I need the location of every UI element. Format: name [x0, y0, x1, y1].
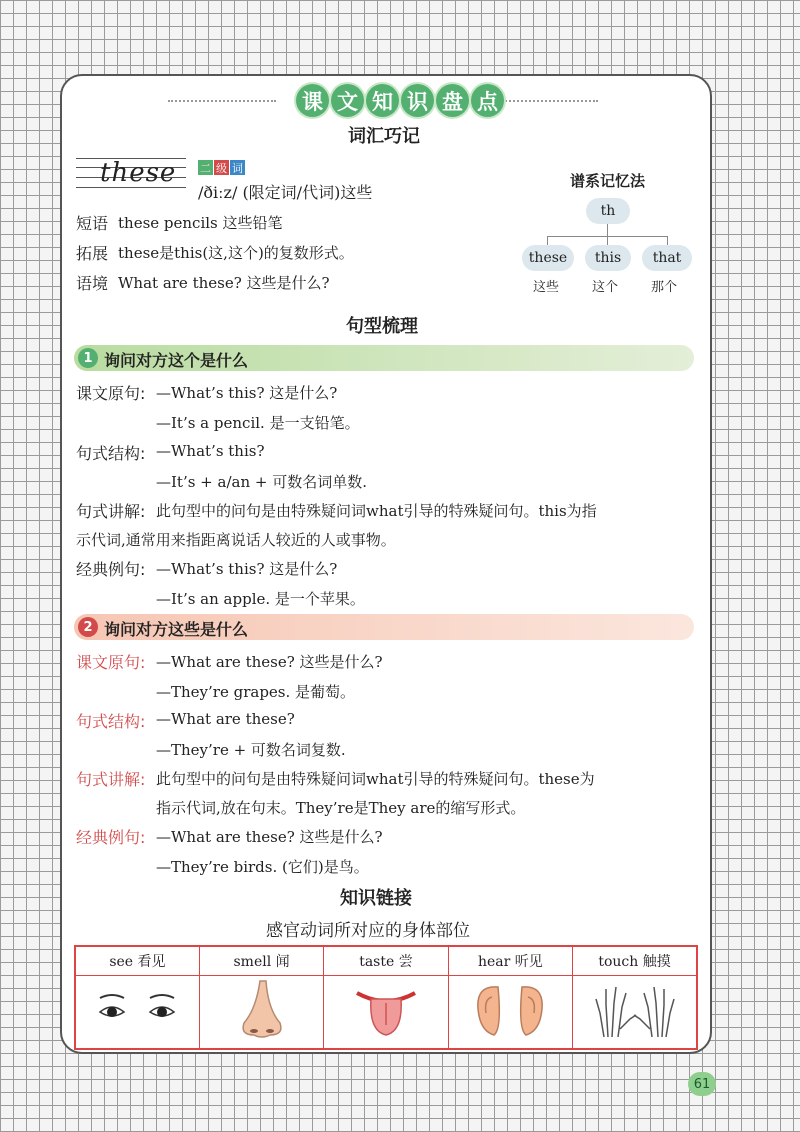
item-label: 句式讲解:	[76, 770, 146, 789]
level-badge-3: 词	[232, 161, 243, 175]
item-line: —It’s + a/an + 可数名词单数.	[156, 473, 367, 491]
sense-header: see 看见	[75, 946, 199, 976]
tree-leaf-meaning: 这个	[592, 280, 619, 295]
item-line: 此句型中的问句是由特殊疑问词what引导的特殊疑问句。this为指	[156, 502, 597, 520]
sense-header: touch 触摸	[573, 946, 697, 976]
ears-icon	[448, 976, 572, 1050]
item-line: —They’re + 可数名词复数.	[156, 741, 346, 759]
banner-char: 点	[471, 84, 504, 117]
vocab-row-text: these pencils 这些铅笔	[118, 214, 283, 232]
item-line: —It’s a pencil. 是一支铅笔。	[156, 414, 360, 432]
sentence-title-text: 句型梳理	[346, 316, 418, 337]
item-line: —What are these? 这些是什么?	[156, 828, 383, 846]
vocab-row-label: 语境	[76, 274, 109, 293]
tree-leaf: this	[585, 245, 631, 271]
sentence-title	[346, 312, 418, 338]
header-dots-left	[168, 100, 276, 102]
memory-title: 谱系记忆法	[570, 172, 646, 190]
item-line: —They’re grapes. 是葡萄。	[156, 683, 356, 701]
level-badge-2: 级	[216, 161, 227, 175]
link-title	[340, 884, 412, 910]
vocab-title	[348, 122, 420, 148]
senses-table	[74, 945, 698, 1050]
banner-char: 识	[401, 84, 434, 117]
tree-leaf-meaning: 这些	[533, 280, 560, 295]
level-badge-1: 二	[200, 161, 211, 175]
header-dots-right	[494, 100, 598, 102]
pattern-number: 1	[78, 348, 98, 368]
vocab-row-label: 拓展	[76, 244, 109, 263]
item-label: 课文原句:	[76, 384, 146, 403]
banner-char: 盘	[436, 84, 469, 117]
vocab-row-text: What are these? 这些是什么?	[118, 274, 330, 292]
page-number: 61	[688, 1072, 716, 1096]
item-label: 经典例句:	[76, 560, 146, 579]
item-label: 句式结构:	[76, 444, 146, 463]
item-line: —They’re birds. (它们)是鸟。	[156, 858, 369, 876]
phonetic: /ðiːz/ (限定词/代词)这些	[198, 183, 373, 202]
pattern-title: 询问对方这些是什么	[104, 620, 249, 639]
pattern-number: 2	[78, 617, 98, 637]
item-label: 句式讲解:	[76, 502, 146, 521]
tree-root: th	[586, 198, 630, 224]
item-line: —What’s this?	[156, 442, 265, 460]
tongue-icon	[324, 976, 448, 1050]
section-banner	[296, 84, 504, 117]
tree-leaf: these	[522, 245, 574, 271]
tree-leaf-meaning: 那个	[651, 280, 678, 295]
link-title-text: 知识链接	[340, 888, 412, 909]
vocab-row-text: these是this(这,这个)的复数形式。	[118, 244, 354, 262]
vocab-title-text: 词汇巧记	[348, 126, 420, 147]
item-label: 句式结构:	[76, 712, 146, 731]
hands-icon	[573, 976, 697, 1050]
sense-header: hear 听见	[448, 946, 572, 976]
eyes-icon	[75, 976, 199, 1050]
item-line: —It’s an apple. 是一个苹果。	[156, 590, 365, 608]
item-line: —What’s this? 这是什么?	[156, 384, 338, 402]
item-line: 示代词,通常用来指距离说话人较近的人或事物。	[76, 531, 396, 549]
item-line: 此句型中的问句是由特殊疑问词what引导的特殊疑问句。these为	[156, 770, 595, 788]
banner-char: 文	[331, 84, 364, 117]
item-line: —What are these? 这些是什么?	[156, 653, 383, 671]
vocab-word: these	[100, 158, 177, 188]
tree-line	[607, 224, 608, 236]
banner-char: 知	[366, 84, 399, 117]
banner-char: 课	[296, 84, 329, 117]
item-line: 指示代词,放在句末。They’re是They are的缩写形式。	[156, 799, 526, 817]
sense-header: taste 尝	[324, 946, 448, 976]
pattern-title: 询问对方这个是什么	[104, 351, 249, 370]
tree-leaf: that	[642, 245, 692, 271]
item-label: 课文原句:	[76, 653, 146, 672]
item-line: —What are these?	[156, 710, 295, 728]
item-label: 经典例句:	[76, 828, 146, 847]
senses-caption: 感官动词所对应的身体部位	[266, 921, 470, 941]
item-line: —What’s this? 这是什么?	[156, 560, 338, 578]
sense-header: smell 闻	[199, 946, 323, 976]
vocab-row-label: 短语	[76, 214, 109, 233]
nose-icon	[199, 976, 323, 1050]
